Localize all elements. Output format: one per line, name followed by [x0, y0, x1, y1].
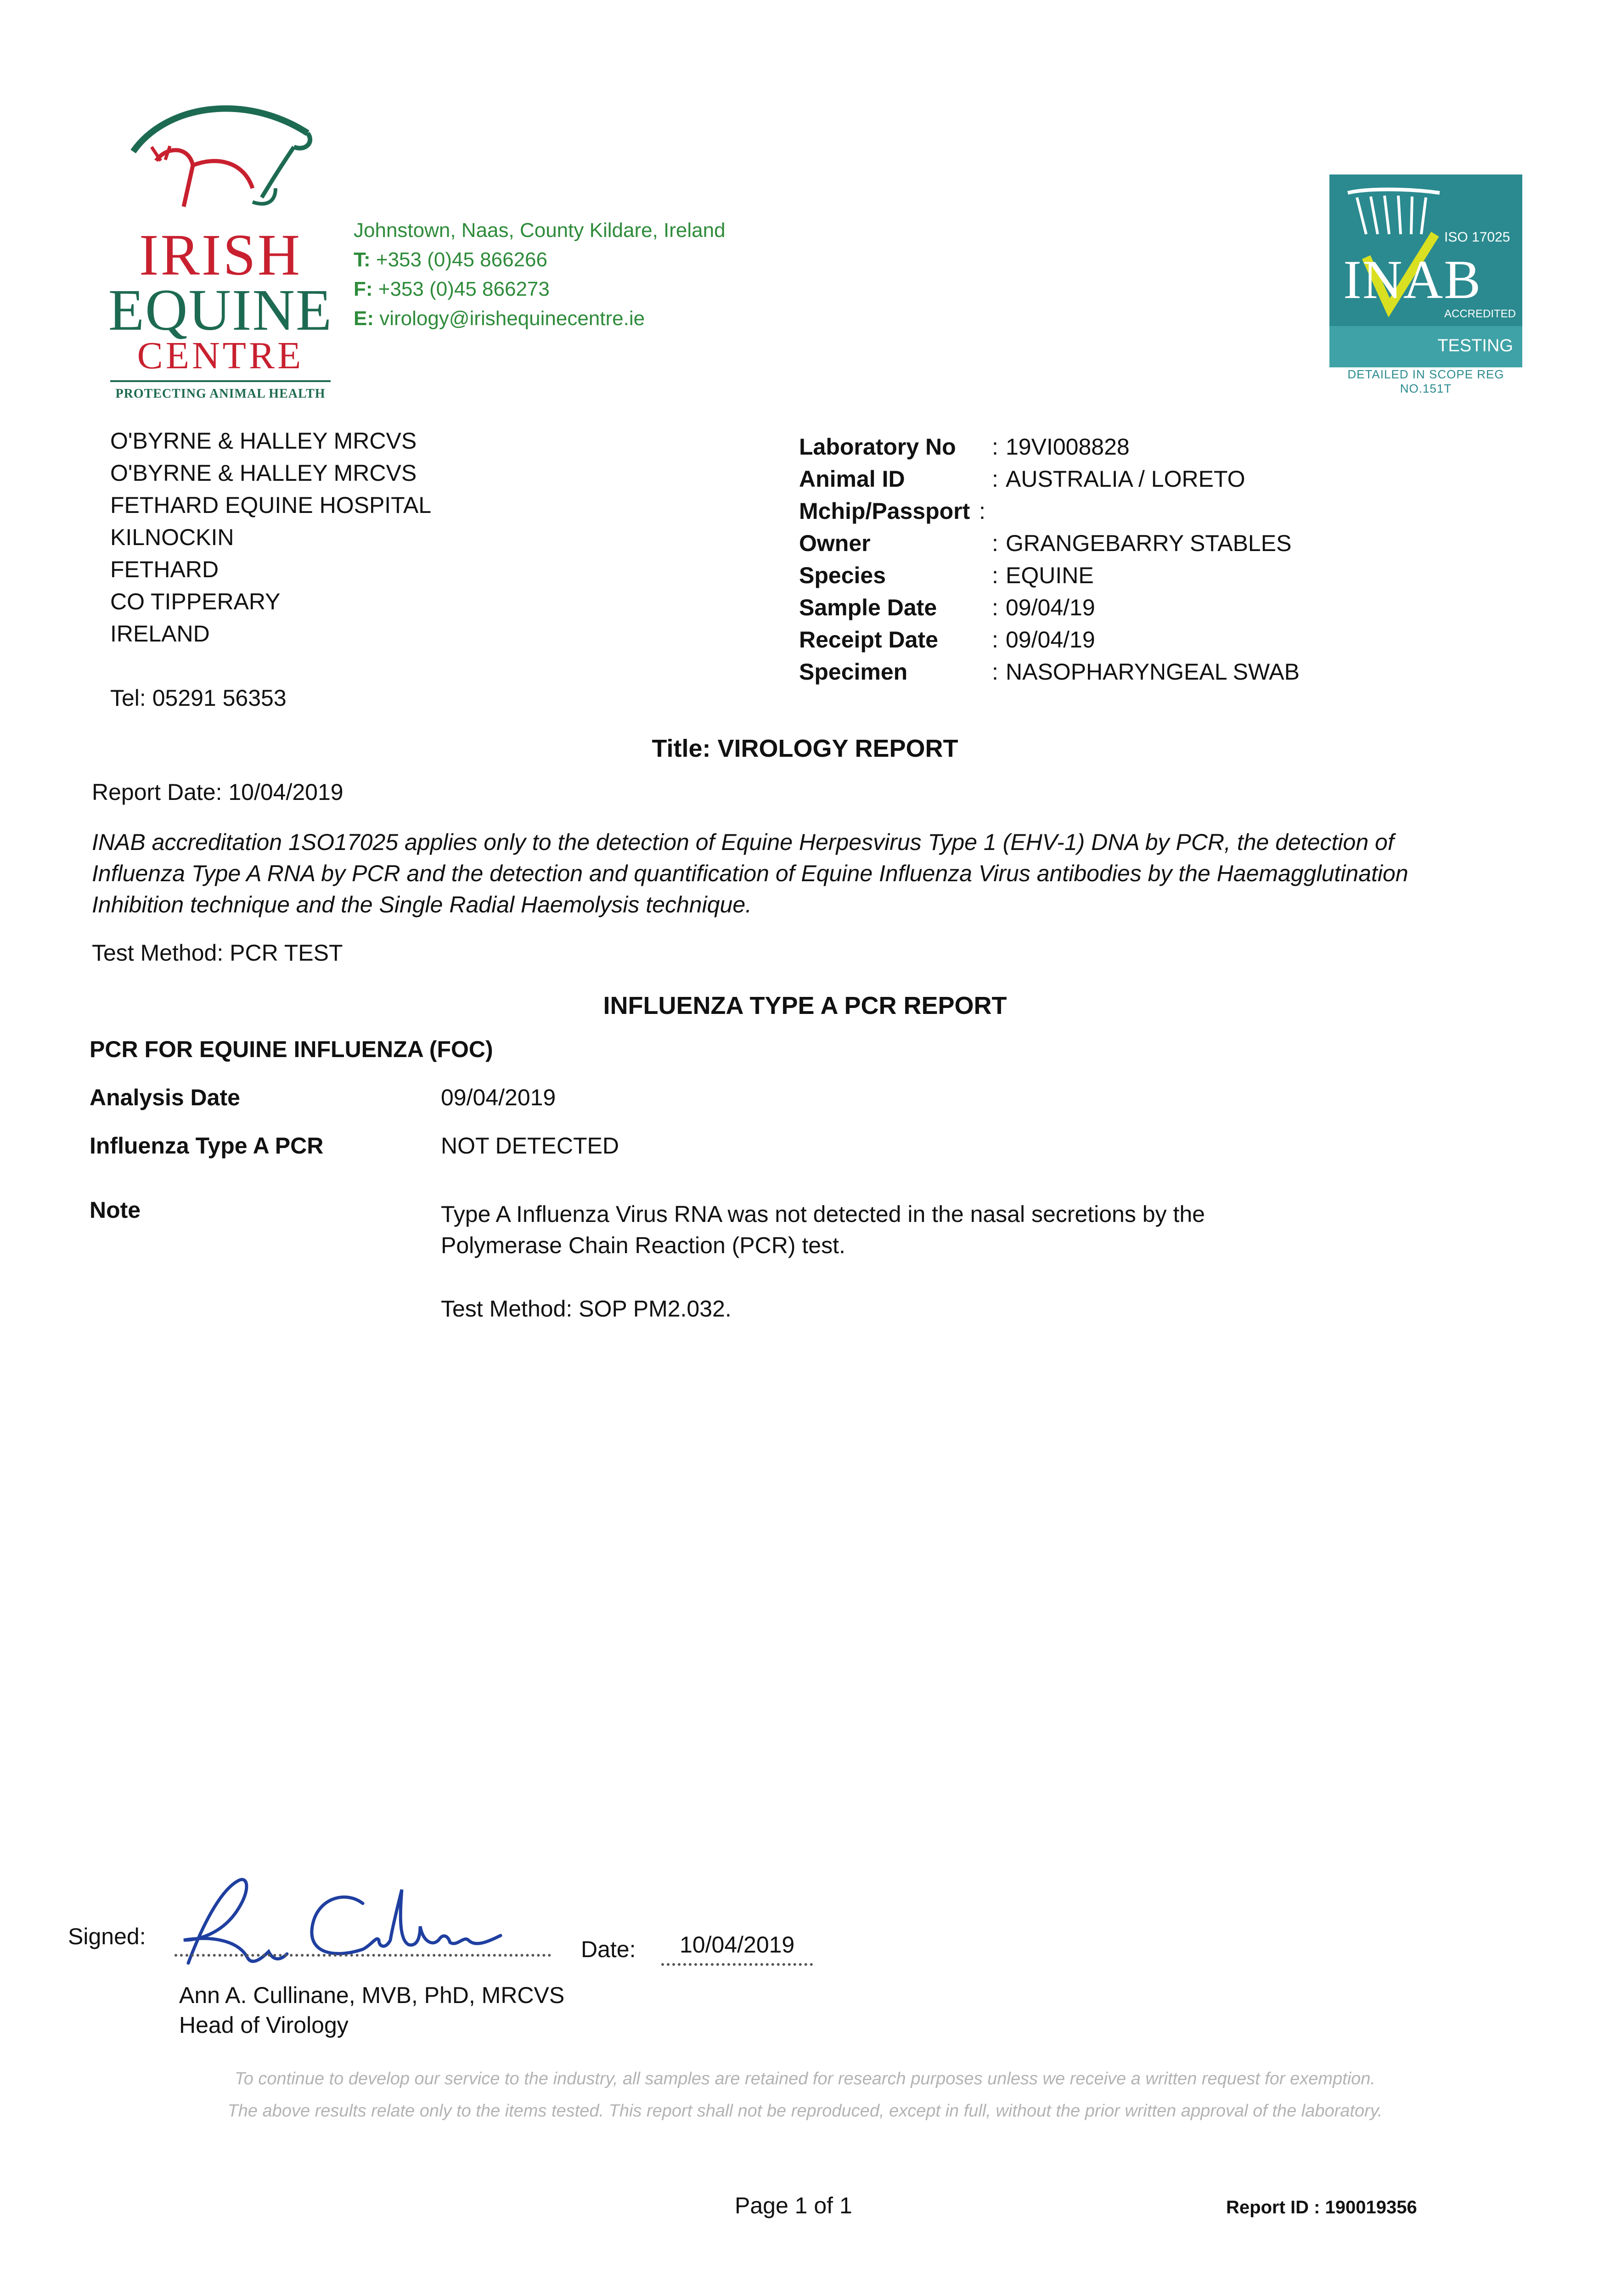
contact-address: Johnstown, Naas, County Kildare, Ireland — [354, 219, 726, 242]
address-line: CO TIPPERARY — [110, 589, 281, 614]
report-id: Report ID : 190019356 — [1226, 2197, 1417, 2217]
signer-name: Ann A. Cullinane, MVB, PhD, MRCVS — [179, 1982, 565, 2008]
report-page: IRISH EQUINE CENTRE PROTECTING ANIMAL HEALTH Johnstown, Naas, County Kildare, Ireland T: +353 (0)45 866266 F: +353 (0)45 866273 E: virology@irishequinecentre.ie ISO 17025 INAB ACCREDITED TESTING DETAILED IN SCOPE REG NO.151T O'BYRNE & HALLEY MRCVS O'BYRNE & HALLEY MRCVS FETHARD EQUINE HOSPITAL KILNOCKIN FETHARD CO TIPPERARY IRELAND Tel: 05291 56353 Laboratory No : 19VI008828 Animal ID : AUSTRALIA / LORETO Mchip/Passport : Owner : GRANGEBARRY STABLES Species : EQUINE Sample Date : 09/04/19 Receipt Date : 09/04/19 Specimen : NASOPHARYNGEAL SWAB Title: VIROLOGY REPORT Report Date: 10/04/2019 INAB accreditation 1SO17025 applies only to the detection of Equine Herpesvirus Type 1 (EHV-1) DNA by PCR, the detection of Influenza Type A RNA by PCR and the detection and quantification of Equine Influenza Virus antibodies by the Haemagglutination Inhibition technique and the Single Radial Haemolysis technique. Test Method: PCR TEST INFLUENZA TYPE A PCR REPORT PCR FOR EQUINE INFLUENZA (FOC) Analysis Date 09/04/2019 Influenza Type A PCR NOT DETECTED Note Type A Influenza Virus RNA was not detected in the nasal secretions by the Polymerase Chain Reaction (PCR) test. Test Method: SOP PM2.032. Signed: Date: 10/04/2019 Ann A. Cullinane, MVB, PhD, MRCVS Head of Virology To continue to develop our service to the industry, all samples are retained for research purposes unless we receive a written request for exemption. The above results relate only to the items tested. This report shall not be reproduced, except in full, without the prior written approval of the laboratory. Page 1 of 1 Report ID : 190019356 — [0, 0, 1610, 2296]
date-label: Date: — [581, 1936, 636, 1962]
detail-value: GRANGEBARRY STABLES — [1006, 530, 1292, 556]
inab-scope-text: DETAILED IN SCOPE REG NO.151T — [1347, 367, 1504, 395]
report-date: Report Date: 10/04/2019 — [92, 779, 343, 805]
address-line: IRELAND — [110, 621, 210, 647]
signed-label: Signed: — [68, 1924, 146, 1949]
page-number: Page 1 of 1 — [735, 2193, 852, 2218]
address-line: KILNOCKIN — [110, 524, 234, 550]
detail-label: Laboratory No — [799, 434, 956, 460]
logo-tagline: PROTECTING ANIMAL HEALTH — [110, 380, 331, 402]
detail-label: Specimen — [799, 659, 908, 685]
contact-block — [354, 216, 726, 333]
irish-equine-centre-logo — [101, 92, 340, 400]
logo-equine-text: EQUINE — [108, 277, 333, 343]
detail-value: AUSTRALIA / LORETO — [1006, 466, 1245, 492]
result-value: NOT DETECTED — [441, 1133, 619, 1159]
logo-irish-text: IRISH — [139, 222, 302, 287]
recipient-tel: Tel: 05291 56353 — [110, 685, 287, 711]
date-value: 10/04/2019 — [680, 1932, 795, 1958]
pcr-subtitle: PCR FOR EQUINE INFLUENZA (FOC) — [90, 1036, 493, 1062]
recipient-address — [110, 425, 431, 650]
contact-phone: T: +353 (0)45 866266 — [354, 248, 547, 271]
address-line: O'BYRNE & HALLEY MRCVS — [110, 460, 417, 486]
detail-label: Species — [799, 563, 886, 588]
detail-value: 09/04/19 — [1006, 627, 1095, 653]
signature-line — [175, 1954, 551, 1957]
inab-iso-text: ISO 17025 — [1444, 230, 1510, 245]
detail-label: Receipt Date — [799, 627, 938, 653]
handwritten-signature — [170, 1871, 546, 1977]
note-text: Type A Influenza Virus RNA was not detected in the nasal secretions by the Polymerase Chain Reaction (PCR) test. — [441, 1201, 1205, 1258]
detail-label: Sample Date — [799, 595, 937, 620]
horse-emblem-icon — [124, 92, 321, 225]
footer-line: To continue to develop our service to the industry, all samples are retained for research purposes unless we receive a written request for exemption. — [235, 2069, 1375, 2088]
detail-label: Mchip/Passport — [799, 498, 970, 524]
result-label: Influenza Type A PCR — [90, 1133, 324, 1159]
detail-label: Animal ID — [799, 466, 905, 492]
footer-disclaimer — [0, 2063, 1610, 2127]
address-line: O'BYRNE & HALLEY MRCVS — [110, 428, 417, 454]
address-line: FETHARD — [110, 557, 219, 582]
detail-value: EQUINE — [1006, 563, 1094, 588]
accreditation-note: INAB accreditation 1SO17025 applies only to the detection of Equine Herpesvirus Type 1 (EHV-1) DNA by PCR, the detection of Influenza Type A RNA by PCR and the detection and quantification of Equine Influenza Virus antibodies by the Haemagglutination Inhibition technique and the Single Radial Haemolysis technique. — [92, 829, 1408, 917]
pcr-report-title: INFLUENZA TYPE A PCR REPORT — [603, 992, 1007, 1019]
signer-role: Head of Virology — [179, 2012, 349, 2038]
date-line — [661, 1963, 813, 1966]
detail-value: NASOPHARYNGEAL SWAB — [1006, 659, 1300, 685]
contact-fax: F: +353 (0)45 866273 — [354, 278, 550, 300]
inab-name-text: INAB — [1343, 249, 1482, 310]
inab-testing-text: TESTING — [1437, 336, 1513, 355]
contact-email: E: virology@irishequinecentre.ie — [354, 307, 645, 330]
note-label: Note — [90, 1197, 141, 1223]
detail-value: 09/04/19 — [1006, 595, 1095, 620]
analysis-date-value: 09/04/2019 — [441, 1085, 556, 1110]
logo-centre-text: CENTRE — [137, 334, 304, 377]
footer-line: The above results relate only to the items tested. This report shall not be reproduced, except in full, without the prior written approval of the laboratory. — [227, 2101, 1383, 2121]
address-line: FETHARD EQUINE HOSPITAL — [110, 492, 432, 518]
test-method: Test Method: PCR TEST — [92, 940, 343, 966]
report-title: Title: VIROLOGY REPORT — [652, 735, 958, 762]
inab-accreditation-badge — [1329, 174, 1522, 395]
inab-accredited-text: ACCREDITED — [1444, 308, 1516, 320]
analysis-date-label: Analysis Date — [90, 1085, 240, 1110]
detail-label: Owner — [799, 530, 871, 556]
sop-method: Test Method: SOP PM2.032. — [441, 1296, 732, 1322]
detail-value: 19VI008828 — [1006, 434, 1130, 460]
